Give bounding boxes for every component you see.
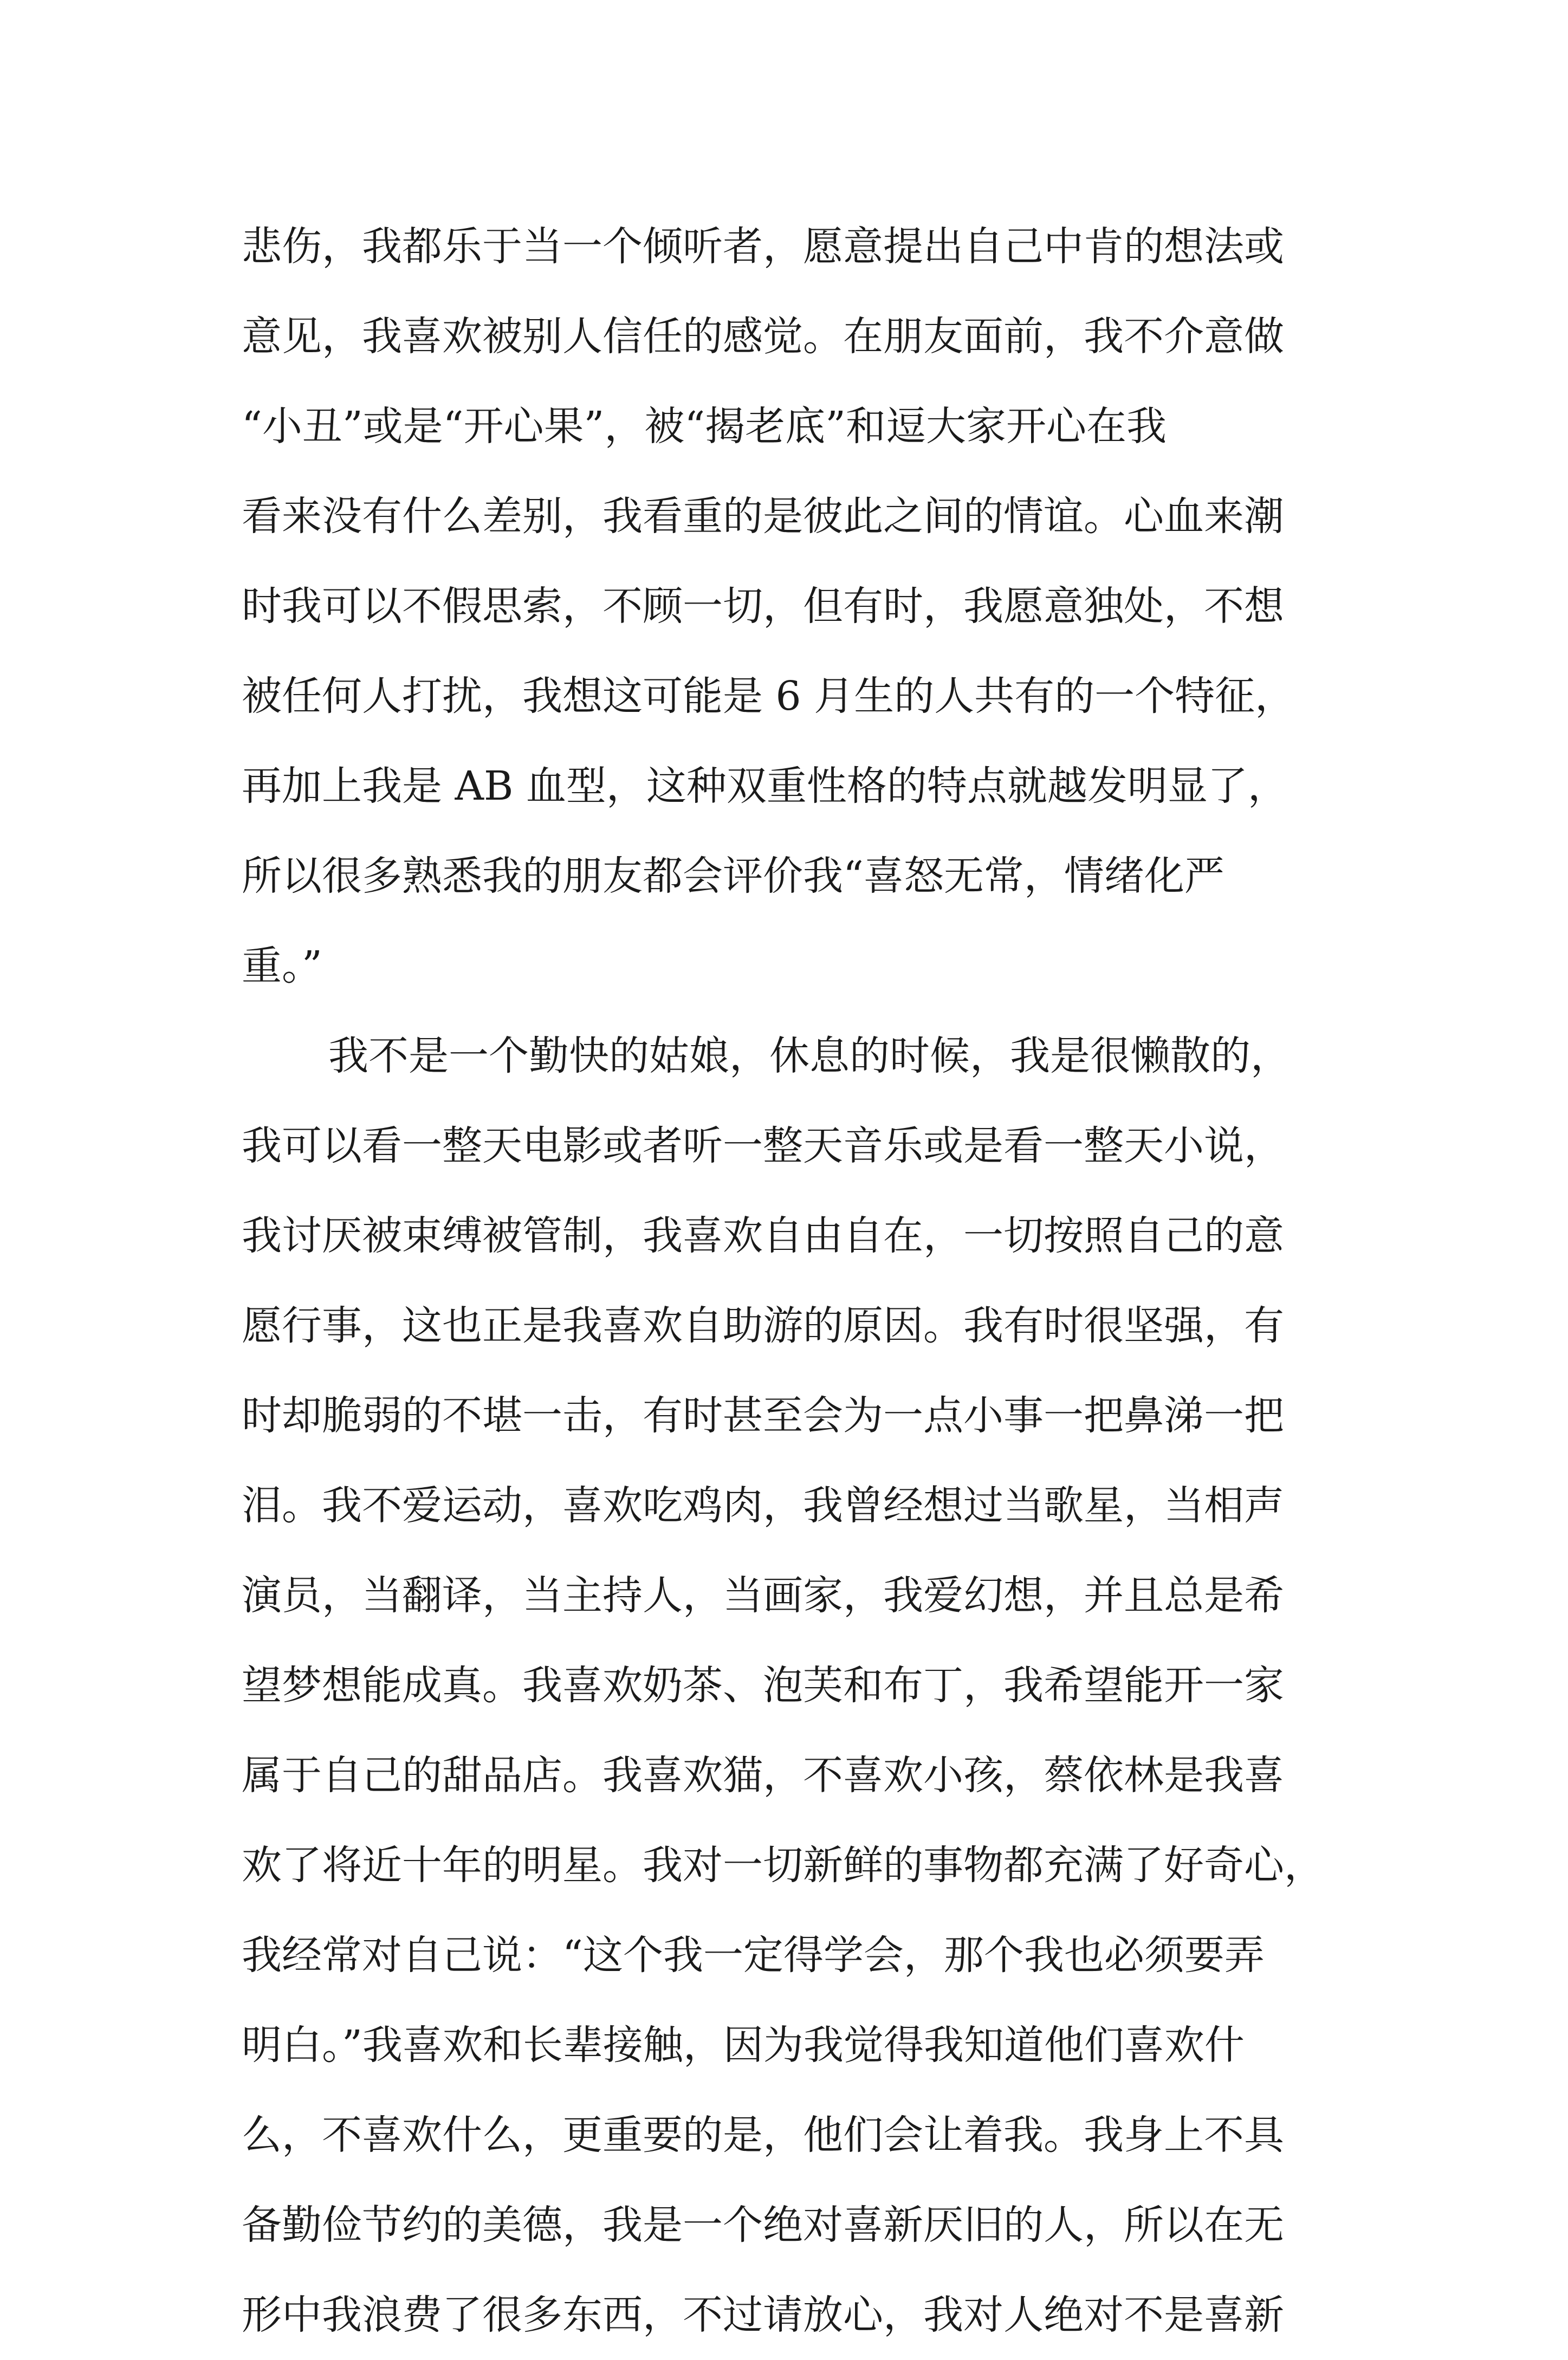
text-line: 望梦想能成真。我喜欢奶茶、泡芙和布丁，我希望能开一家 — [242, 1662, 1284, 1709]
text-line: 明白。”我喜欢和长辈接触，因为我觉得我知道他们喜欢什 — [242, 2022, 1245, 2069]
text-line: 重。” — [242, 943, 322, 989]
text-line: 所以很多熟悉我的朋友都会评价我“喜怒无常，情绪化严 — [242, 853, 1224, 899]
text-line: 备勤俭节约的美德，我是一个绝对喜新厌旧的人，所以在无 — [242, 2202, 1284, 2248]
text-line: 泪。我不爱运动，喜欢吃鸡肉，我曾经想过当歌星，当相声 — [242, 1482, 1284, 1529]
text-line: 欢了将近十年的明星。我对一切新鲜的事物都充满了好奇心， — [242, 1842, 1324, 1889]
text-line: 演员，当翻译，当主持人，当画家，我爱幻想，并且总是希 — [242, 1572, 1284, 1619]
text-line: 意见，我喜欢被别人信任的感觉。在朋友面前，我不介意做 — [242, 313, 1284, 360]
text-line: 时却脆弱的不堪一击，有时甚至会为一点小事一把鼻涕一把 — [242, 1392, 1284, 1439]
text-line: “小丑”或是“开心果”，被“揭老底”和逗大家开心在我 — [242, 403, 1167, 450]
text-line: 再加上我是 AB 血型，这种双重性格的特点就越发明显了， — [242, 763, 1288, 809]
paragraph-2 — [242, 1011, 1331, 2360]
text-line: 我可以看一整天电影或者听一整天音乐或是看一整天小说， — [242, 1123, 1284, 1169]
text-line: 我经常对自己说：“这个我一定得学会，那个我也必须要弄 — [242, 1932, 1265, 1979]
body-text — [242, 202, 1331, 2360]
text-line: 形中我浪费了很多东西，不过请放心，我对人绝对不是喜新 — [242, 2292, 1284, 2338]
text-line: 我讨厌被束缚被管制，我喜欢自由自在，一切按照自己的意 — [242, 1213, 1284, 1259]
text-line: 么，不喜欢什么，更重要的是，他们会让着我。我身上不具 — [242, 2112, 1284, 2158]
paragraph-1 — [242, 202, 1331, 1011]
text-line: 悲伤，我都乐于当一个倾听者，愿意提出自己中肯的想法或 — [242, 223, 1284, 270]
text-line: 被任何人打扰，我想这可能是 6 月生的人共有的一个特征， — [242, 673, 1295, 719]
text-line-first-indented: 我不是一个勤快的姑娘，休息的时候，我是很懒散的， — [328, 1033, 1291, 1079]
text-line: 看来没有什么差别，我看重的是彼此之间的情谊。心血来潮 — [242, 493, 1284, 540]
text-line: 愿行事，这也正是我喜欢自助游的原因。我有时很坚强，有 — [242, 1302, 1284, 1349]
text-line: 属于自己的甜品店。我喜欢猫，不喜欢小孩，蔡依林是我喜 — [242, 1752, 1284, 1799]
text-line: 时我可以不假思索，不顾一切，但有时，我愿意独处，不想 — [242, 583, 1284, 630]
